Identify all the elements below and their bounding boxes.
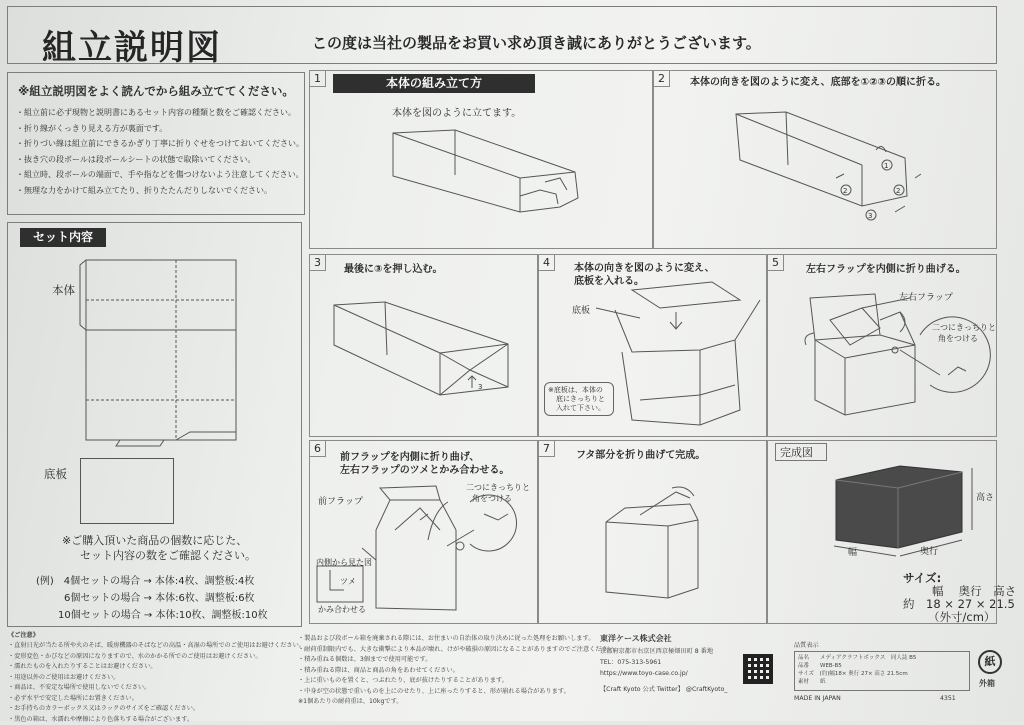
made-in: MADE IN JAPAN — [794, 694, 841, 705]
caution-line: ・製品および段ボール箱を廃棄される際には、お住まいの自治体の取り決めに従った処理をお願いします。 — [298, 634, 620, 645]
step-5-caption: 左右フラップを内側に折り曲げる。 — [806, 260, 966, 275]
note-item: ・無理な力をかけて組み立てたり、折りたたんだりしないでください。 — [16, 183, 296, 199]
step-6-caption-line1: 前フラップを内側に折り曲げ、 — [340, 448, 479, 463]
set-contents-heading: セット内容 — [20, 228, 106, 247]
recycle-label: 紙 — [985, 655, 996, 668]
step-3-caption: 最後に③を押し込む。 — [344, 260, 442, 275]
example-line: 6個セットの場合 → 本体:6枚、調整板:6枚 — [64, 589, 255, 604]
spec-table — [794, 651, 970, 691]
complete-heading: 完成図 — [780, 444, 813, 460]
step-4-note-line2: 底にきっちりと — [556, 394, 605, 404]
spec-heading: 品質表示 — [794, 641, 819, 652]
step-5-flap-label: 左右フラップ — [899, 290, 953, 303]
svg-text:3: 3 — [478, 383, 482, 391]
product-code: 4351 — [940, 694, 956, 705]
caution-line: ・中身が空の状態で重いものを上にのせたり、上に座ったりすると、形が崩れる場合があります。 — [298, 687, 620, 698]
step-4-caption-line1: 本体の向きを図のように変え、 — [574, 259, 715, 274]
width-label: 幅 — [848, 545, 857, 558]
step-4-caption-line2: 底板を入れる。 — [574, 272, 644, 287]
note-item: ・折りづい線は組立前にできるかぎり丁寧に折りぐせをつけておいてください。 — [16, 136, 296, 152]
step-number: 7 — [539, 441, 555, 457]
caution-line: ・用途以外のご使用はお避けください。 — [8, 673, 305, 684]
step-6-note-line2: 角をつける — [472, 493, 512, 504]
greeting-text: この度は当社の製品をお買い求め頂き誠にありがとうございます。 — [312, 32, 761, 53]
company-address: 京都府京都市右京区西京極畑田町 8 番地 — [600, 647, 713, 658]
caution-line: ・黒色の箱は、水濡れや摩擦により色落ちする場合がございます。 — [8, 715, 305, 725]
size-title: サイズ: — [903, 570, 941, 586]
svg-text:2: 2 — [843, 187, 847, 195]
company-url[interactable]: https://www.toyo-case.co.jp/ — [600, 669, 688, 680]
example-line: 10個セットの場合 → 本体:10枚、調整板:10枚 — [58, 606, 268, 621]
spec-line: 品名 メディアクラフトボックス 同人誌 B5 — [798, 653, 966, 661]
step-4-board-label: 底板 — [572, 303, 590, 316]
svg-text:1: 1 — [884, 162, 888, 170]
step-2-caption: 本体の向きを図のように変え、底部を①②③の順に折る。 — [690, 73, 946, 88]
qr-code-icon — [743, 654, 773, 684]
step-number: 2 — [654, 71, 670, 87]
note-item: ・折り線がくっきり見える方が裏面です。 — [16, 121, 296, 137]
size-columns: 幅 奥行 高さ — [932, 583, 1016, 599]
recycle-caption: 外箱 — [979, 679, 995, 690]
step-5-note-line2: 角をつける — [938, 333, 978, 344]
step-6-note-line1: 二つにきっちりと — [466, 482, 530, 493]
body-label: 本体 — [52, 282, 75, 298]
notes-heading: ※組立説明図をよく読んでから組み立ててください。 — [16, 83, 296, 99]
caution-line: ・上に重いものを置くと、つぶれたり、底が抜けたりすることがあります。 — [298, 676, 620, 687]
step-6-tab-label: ツメ — [340, 576, 356, 587]
step-1-heading: 本体の組み立て方 — [333, 74, 535, 93]
step-5-note-line1: 二つにきっちりと — [932, 322, 996, 333]
step-number: 1 — [310, 71, 326, 87]
caution-line: ・変形変色・かびなどの原因になりますので、水のかかる所でのご使用はお避けください。 — [8, 652, 305, 663]
height-label: 高さ — [976, 490, 994, 503]
caution-mid — [298, 634, 620, 708]
step-6-inner-view-label: 内側から見た図 — [316, 557, 372, 568]
caution-line: ・濡れたものを入れたりすることはお避けください。 — [8, 662, 305, 673]
note-item: ・組立時、段ボールの端面で、手や指などを傷つけないよう注意してください。 — [16, 167, 296, 183]
caution-line: ・必ず水平で安定した場所にお置きください。 — [8, 694, 305, 705]
confirm-line1: ※ご購入頂いた商品の個数に応じた、 — [62, 532, 247, 548]
svg-text:2: 2 — [896, 187, 900, 195]
caution-line: ・商品は、不安定な場所で使用しないでください。 — [8, 683, 305, 694]
step-1-caption: 本体を図のように立てます。 — [392, 104, 521, 119]
company-tel: TEL：075-313-5961 — [600, 658, 661, 669]
step-6-caption-line2: 左右フラップのツメとかみ合わせる。 — [340, 461, 509, 476]
caution-line: ・積み重ねる個数は、3個までで使用可能です。 — [298, 655, 620, 666]
step-6-mesh-label: かみ合わせる — [318, 604, 366, 615]
caution-line: ・直射日光が当たる所や火のそば、暖房機器のそばなどの高温・高湿の場所でのご使用はお避けください。 — [8, 641, 305, 652]
bottom-label: 底板 — [44, 466, 67, 482]
step-4-note-line1: ※底板は、本体の — [548, 385, 603, 395]
caution-heading: 《ご注意》 — [8, 631, 39, 642]
caution-line: ※1個あたりの耐荷重は、10kgです。 — [298, 697, 620, 708]
caution-line: ・積み重ねる際は、商品と商品の角をあわせてください。 — [298, 666, 620, 677]
caution-left — [8, 641, 305, 725]
size-values: 約 18 × 27 × 21.5 — [903, 596, 1015, 612]
spec-line: 品番 WEB-B5 — [798, 661, 966, 669]
step-number: 5 — [768, 255, 784, 271]
size-unit: （外寸/cm） — [928, 609, 995, 625]
step-7-caption: フタ部分を折り曲げて完成。 — [576, 446, 705, 461]
step-6-front-flap-label: 前フラップ — [318, 494, 363, 507]
page-title: 組立説明図 — [42, 20, 222, 69]
step-4-note-line3: 入れて下さい。 — [556, 403, 605, 413]
example-line: (例) 4個セットの場合 → 本体:4枚、調整板:4枚 — [36, 572, 254, 587]
note-item: ・組立前に必ず現物と説明書にあるセット内容の種類と数をご確認ください。 — [16, 105, 296, 121]
recycle-paper-icon — [978, 650, 1002, 674]
depth-label: 奥行 — [920, 544, 938, 557]
caution-line: ・耐荷重制限内でも、大きな衝撃により本品が壊れ、けがや破損の原因になることがありますのでご注意ください。 — [298, 645, 620, 656]
step-number: 4 — [539, 255, 555, 271]
svg-text:3: 3 — [868, 212, 872, 220]
social-account[interactable]: 【Craft Kyoto 公式 Twitter】 @CraftKyoto_ — [600, 685, 727, 696]
step-number: 6 — [310, 441, 326, 457]
caution-line: ・お手持ちのカラーボックス又はラックのサイズをご確認ください。 — [8, 704, 305, 715]
company-name: 東洋ケース株式会社 — [600, 634, 672, 645]
note-item: ・抜き穴の段ボールは段ボールシートの状態で取除いてください。 — [16, 152, 296, 168]
confirm-line2: セット内容の数をご確認ください。 — [80, 547, 256, 563]
step-number: 3 — [310, 255, 326, 271]
spec-line: サイズ (約)幅18× 奥行 27× 高さ 21.5cm — [798, 669, 966, 677]
spec-line: 素材 紙 — [798, 677, 966, 685]
